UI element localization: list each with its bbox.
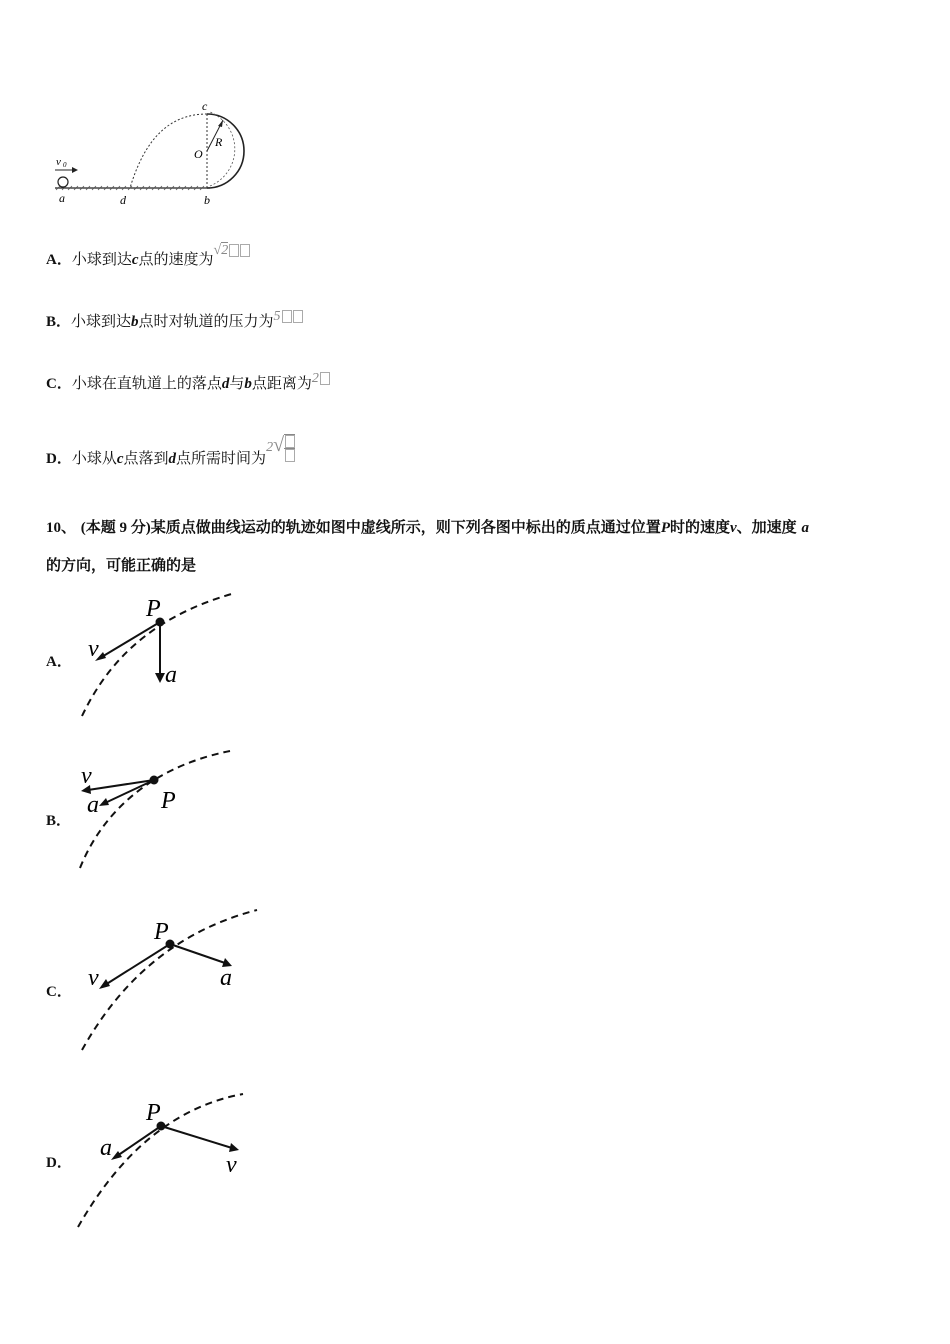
q9-option-c[interactable]: C．小球在直轨道上的落点d与b点距离为2 bbox=[46, 372, 330, 393]
label-v: v bbox=[81, 763, 92, 789]
formula-b: 5 bbox=[274, 309, 303, 324]
label-P: P bbox=[146, 596, 161, 622]
q9-option-a[interactable]: A．小球到达c点的速度为√2 bbox=[46, 248, 250, 269]
label-R: R bbox=[215, 135, 223, 149]
label-v: v bbox=[88, 636, 99, 662]
q10-figure-a[interactable] bbox=[75, 588, 245, 723]
label-b: b bbox=[204, 193, 210, 207]
label-v: v bbox=[226, 1152, 237, 1178]
formula-a: √2 bbox=[214, 243, 251, 258]
formula-d: 2√ bbox=[266, 440, 295, 455]
q10-stem-line2: 的方向，可能正确的是 bbox=[46, 558, 197, 574]
label-a: a bbox=[100, 1135, 112, 1161]
q9-option-d[interactable]: D．小球从c点落到d点所需时间为2√ bbox=[46, 446, 295, 474]
q10-figure-b[interactable] bbox=[75, 748, 240, 873]
track-figure bbox=[50, 98, 260, 213]
q10-figure-c[interactable] bbox=[75, 905, 265, 1055]
label-d: d bbox=[120, 193, 126, 207]
q10-option-d-label[interactable]: D． bbox=[46, 1155, 72, 1171]
formula-c: 2 bbox=[312, 371, 330, 386]
label-O: O bbox=[194, 147, 203, 161]
label-P: P bbox=[146, 1100, 161, 1126]
label-v0-sub: 0 bbox=[63, 161, 67, 169]
label-a: a bbox=[87, 792, 99, 818]
q10-option-b-label[interactable]: B． bbox=[46, 813, 72, 829]
q9-option-b[interactable]: B．小球到达b点时对轨道的压力为5 bbox=[46, 310, 303, 331]
label-a: a bbox=[59, 191, 65, 205]
label-v0: v bbox=[56, 156, 61, 168]
label-P: P bbox=[161, 788, 176, 814]
q10-stem-line1: 10、 (本题 9 分)某质点做曲线运动的轨迹如图中虚线所示，则下列各图中标出的质点通过位置P时的速度v、加速度 a bbox=[46, 520, 809, 536]
label-v: v bbox=[88, 965, 99, 991]
label-a: a bbox=[165, 662, 177, 688]
label-P: P bbox=[154, 919, 169, 945]
q10-figure-d[interactable] bbox=[75, 1090, 255, 1230]
q10-option-a-label[interactable]: A． bbox=[46, 654, 72, 670]
label-a: a bbox=[220, 965, 232, 991]
label-c: c bbox=[202, 99, 208, 113]
q10-option-c-label[interactable]: C． bbox=[46, 984, 72, 1000]
